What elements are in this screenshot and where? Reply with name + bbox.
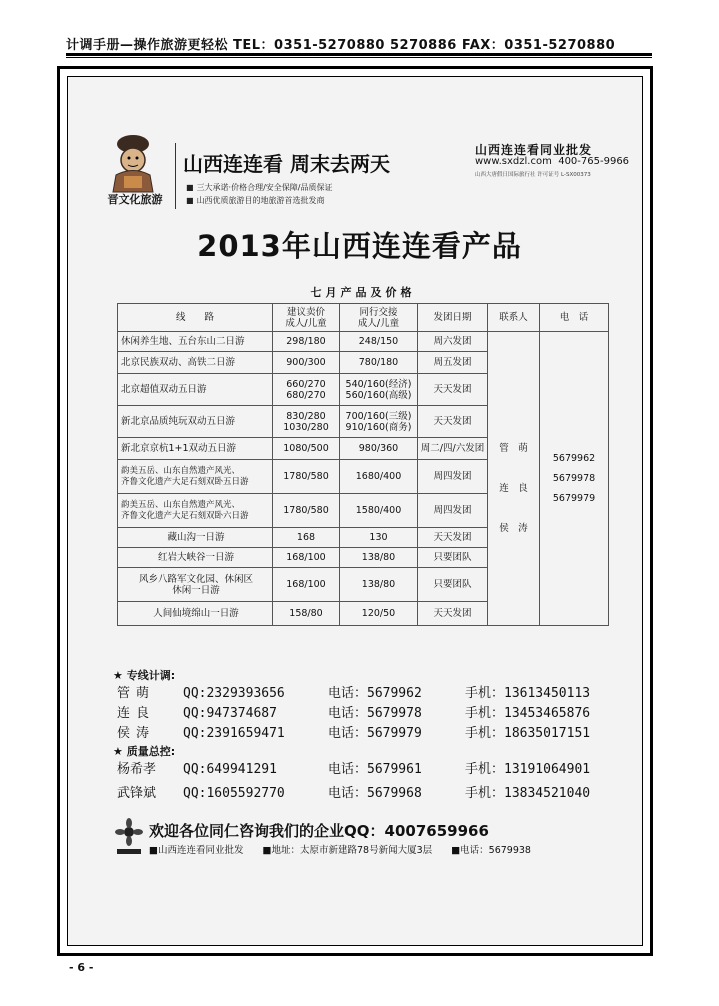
brand-web (475, 156, 629, 167)
brand-title: 山西连连看同业批发 (475, 143, 593, 157)
divider (175, 143, 176, 209)
table-row: 红岩大峡谷一日游 168/100 138/80 只要团队 (118, 548, 609, 568)
header-rule (66, 53, 652, 56)
col-header-contact: 联系人 (488, 304, 540, 332)
table-row: 新北京品质纯玩双动五日游 830/280 1030/280 700/160(三级) 910/160(商务) 天天发团 (118, 406, 609, 438)
logo-caption: 晋文化旅游 (107, 193, 163, 206)
col-header-phone: 电 话 (540, 304, 609, 332)
table-caption: 七月产品及价格 (118, 281, 609, 304)
contacts-cell: 管 萌 连 良 侯 涛 (488, 332, 540, 626)
footer-phone: ■ 电话：5679938 (451, 845, 531, 856)
table-row: 风乡八路军文化园、休闲区 休闲一日游 168/100 138/80 只要团队 (118, 568, 609, 602)
contact-row: 杨希孝 QQ:649941291 电话：5679961 手机：13191064901 (117, 762, 591, 777)
contact-row: 连良 QQ:947374687 电话：5679978 手机：13453465876 (117, 706, 591, 721)
bullet-item: ■ 山西优质旅游目的地旅游首选批发商 (186, 194, 333, 207)
table-row: 北京民族双动、高铁二日游 900/300 780/180 周五发团 (118, 352, 609, 374)
brand-flower-icon (113, 818, 145, 856)
col-header-route: 线 路 (118, 304, 273, 332)
contact-row: 侯涛 QQ:2391659471 电话：5679979 手机：18635017151 (117, 726, 591, 741)
product-table (117, 281, 609, 626)
bullet-item: ■ 三大承诺·价格合理/安全保障/品质保证 (186, 181, 333, 194)
col-header-suggested: 建议卖价 成人/儿童 (273, 304, 340, 332)
table-row: 北京超值双动五日游 660/270 680/270 540/160(经济) 560/160(高级) 天天发团 (118, 374, 609, 406)
table-row: 韵美五岳、山东自然遗产风光、 齐鲁文化遗产大足石刻双卧五日游 1780/580 1680/400 周四发团 (118, 460, 609, 494)
ad-bullets (186, 181, 333, 207)
page-title: 2013年山西连连看产品 (197, 229, 522, 263)
quality-label: ★ 质量总控: (113, 744, 633, 760)
ad-slogan: 山西连连看 周末去两天 (183, 152, 390, 176)
table-row: 新北京京杭1+1双动五日游 1080/500 980/360 周二/四/六发团 (118, 438, 609, 460)
website[interactable]: www.sxdzl.com (475, 156, 552, 167)
dispatch-label: ★ 专线计调: (113, 668, 633, 684)
footer-address: ■ 地址：太原市新建路78号新闻大厦3层 (263, 845, 433, 856)
welcome-text: 欢迎各位同仁咨询我们的企业QQ：4007659966 (149, 822, 489, 840)
contacts-section (113, 668, 633, 808)
phones-cell: 5679962 5679978 5679979 (540, 332, 609, 626)
footer-brand: ■ 山西连连看同业批发 (149, 845, 244, 856)
table-row: 藏山沟一日游 168 130 天天发团 (118, 528, 609, 548)
contact-row: 武锋斌 QQ:1605592770 电话：5679968 手机：13834521040 (117, 786, 591, 801)
col-header-peer: 同行交接 成人/儿童 (340, 304, 418, 332)
table-row: 韵美五岳、山东自然遗产风光、 齐鲁文化遗产大足石刻双卧六日游 1780/580 1580/400 周四发团 (118, 494, 609, 528)
page-header: 计调手册—操作旅游更轻松 TEL：0351-5270880 5270886 FAX：0351-5270880 (66, 38, 616, 53)
license-text: 山西大唐假日国际旅行社 许可证号 L-SX00373 (475, 172, 591, 178)
footer-info (149, 842, 547, 856)
header-rule-thin (66, 57, 652, 58)
table-row: 人间仙境绵山一日游 158/80 120/50 天天发团 (118, 602, 609, 626)
table-row: 休闲养生地、五台东山二日游 298/180 248/150 周六发团 管 萌 连 良 侯 涛 5679962 5679978 5679979 (118, 332, 609, 352)
page-number: - 6 - (69, 961, 94, 974)
col-header-departure: 发团日期 (418, 304, 488, 332)
contact-row: 管萌 QQ:2329393656 电话：5679962 手机：13613450113 (117, 686, 591, 701)
hotline: 400-765-9966 (558, 156, 630, 167)
